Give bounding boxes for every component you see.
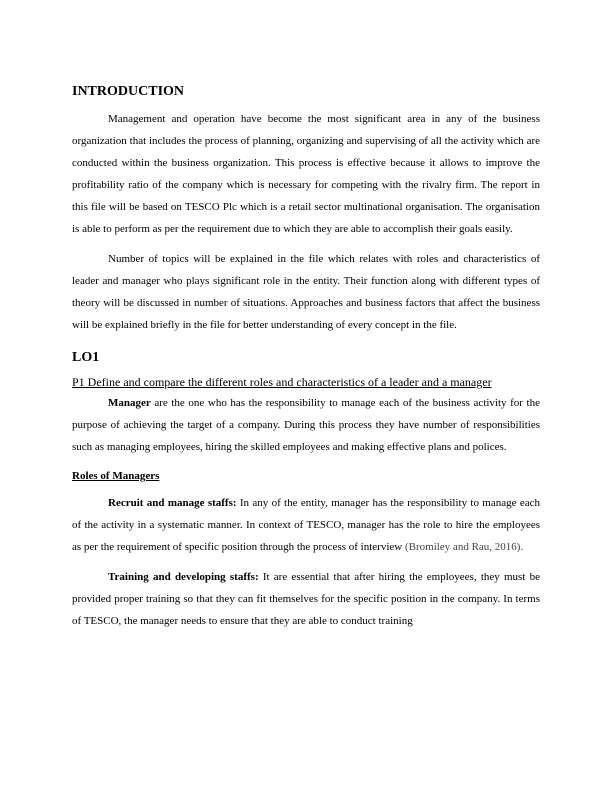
training-paragraph [72,566,540,632]
training-term: Training and developing staffs: [108,571,259,583]
page-content [72,82,540,640]
intro-paragraph-1: Management and operation have become the most significant area in any of the business organization that includes the process of planning, organizing and supervising of all the activity which are conducted within the business organization. This process is effective because it allows to improve the profitability ratio of the company which is necessary for competing with the rivalry firm. The report in this file will be based on TESCO Plc which is a retail sector multinational organisation. The organisation is able to perform as per the requirement due to which they are able to accomplish their goals easily. [72,113,540,235]
manager-text: are the one who has the responsibility to manage each of the business activity for the purpose of achieving the target of a company. During this process they have number of responsibilities such as managing employees, hiring the skilled employees and making effective plans and polices. [72,397,540,453]
lo1-heading: LO1 [72,350,100,365]
manager-term: Manager [108,397,151,409]
roles-of-managers-heading: Roles of Managers [72,470,160,482]
introduction-heading: INTRODUCTION [72,84,185,99]
training-text: It are essential that after hiring the employees, they must be provided proper training so that they can fit themselves for the specific position in the company. In terms of TESCO, the manager needs to ensure that they are able to conduct training [72,571,540,627]
recruit-text: In any of the entity, manager has the responsibility to manage each of the activity in a systematic manner. In context of TESCO, manager has the role to hire the employees as per the requirement of specific position through the process of interview [72,497,540,553]
recruit-paragraph [72,492,540,558]
manager-paragraph [72,392,540,458]
recruit-term: Recruit and manage staffs: [108,497,237,509]
recruit-citation: (Bromiley and Rau, 2016). [404,541,524,553]
p1-subheading: P1 Define and compare the different roles and characteristics of a leader and a manager [72,375,492,389]
intro-paragraph-2: Number of topics will be explained in the file which relates with roles and characteristics of leader and manager who plays significant role in the entity. Their function along with different types of theory will be discussed in number of situations. Approaches and business factors that affect the business will be explained briefly in the file for better understanding of every concept in the file. [72,253,540,331]
